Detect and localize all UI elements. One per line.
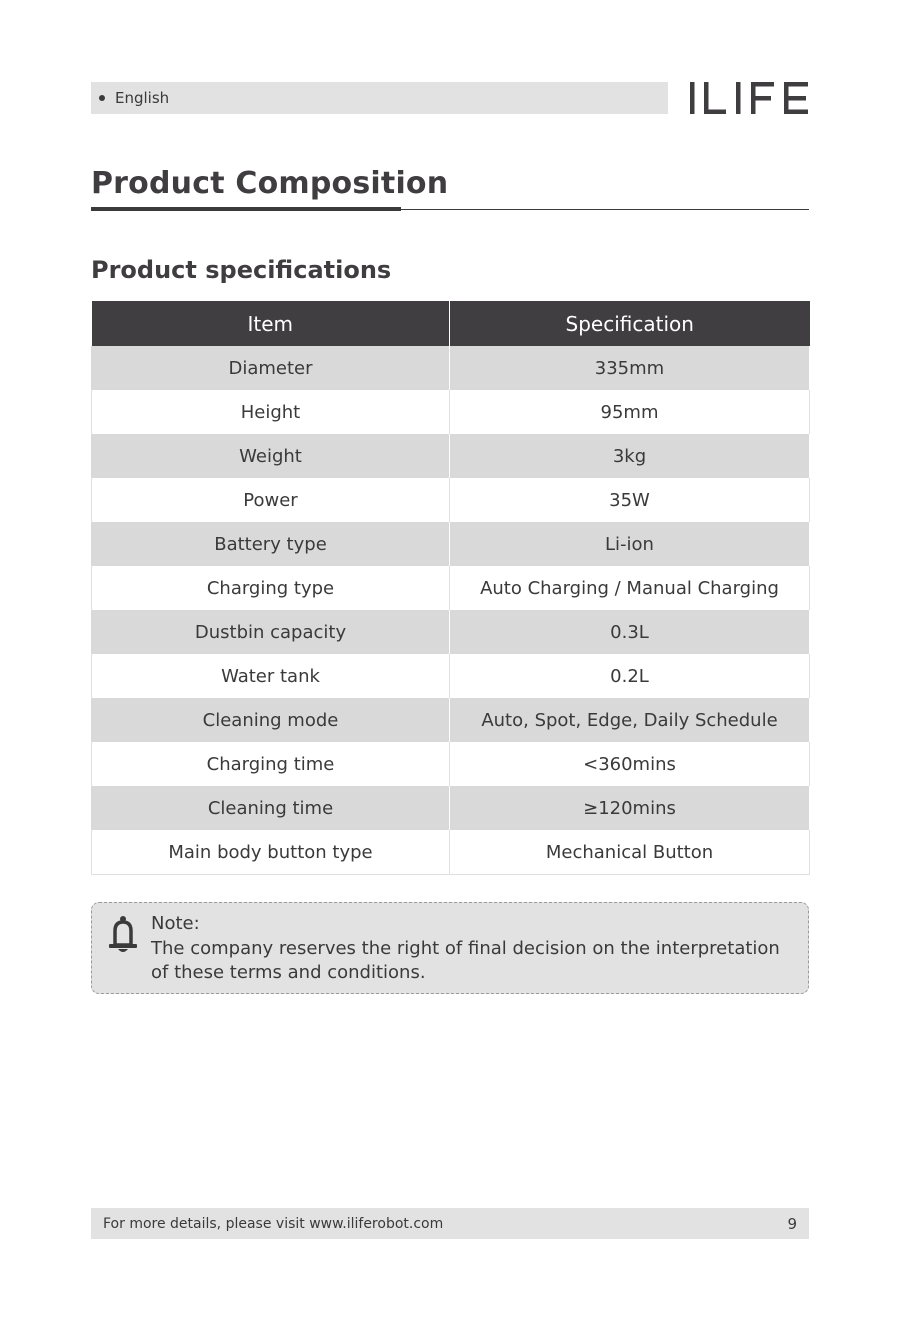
item-cell: Height [92, 390, 450, 434]
bullet-icon [99, 95, 105, 101]
table-row [92, 610, 810, 654]
spec-cell: 95mm [450, 390, 810, 434]
item-cell: Diameter [92, 346, 450, 390]
spec-cell: Auto, Spot, Edge, Daily Schedule [450, 698, 810, 742]
spec-cell: Mechanical Button [450, 830, 810, 875]
header-specification: Specification [450, 301, 810, 346]
spec-cell: 335mm [450, 346, 810, 390]
spec-cell: 0.2L [450, 654, 810, 698]
spec-table [91, 301, 810, 875]
table-row [92, 346, 810, 390]
table-row [92, 654, 810, 698]
table-header-row [92, 301, 810, 346]
ilife-logo [688, 80, 810, 116]
item-cell: Charging type [92, 566, 450, 610]
item-cell: Weight [92, 434, 450, 478]
section-title: Product Composition [91, 166, 449, 201]
table-row [92, 566, 810, 610]
table-row [92, 742, 810, 786]
table-row [92, 522, 810, 566]
spec-cell: 35W [450, 478, 810, 522]
footer-text: For more details, please visit www.iliferobot.com [103, 1215, 444, 1232]
table-row [92, 830, 810, 875]
table-row [92, 434, 810, 478]
table-row [92, 698, 810, 742]
spec-cell: <360mins [450, 742, 810, 786]
language-label: English [115, 89, 170, 107]
item-cell: Power [92, 478, 450, 522]
item-cell: Dustbin capacity [92, 610, 450, 654]
item-cell: Battery type [92, 522, 450, 566]
footer-bar [91, 1208, 809, 1239]
note-text: The company reserves the right of final decision on the interpretation of these terms and conditions. [151, 938, 780, 983]
spec-cell: 0.3L [450, 610, 810, 654]
bell-icon [106, 915, 140, 955]
table-row [92, 478, 810, 522]
spec-cell: Li-ion [450, 522, 810, 566]
spec-cell: ≥120mins [450, 786, 810, 830]
table-row [92, 786, 810, 830]
item-cell: Main body button type [92, 830, 450, 875]
title-underline [91, 207, 401, 211]
language-bar [91, 82, 668, 114]
page-number: 9 [787, 1214, 797, 1233]
spec-cell: Auto Charging / Manual Charging [450, 566, 810, 610]
spec-cell: 3kg [450, 434, 810, 478]
header-item: Item [92, 301, 450, 346]
item-cell: Cleaning mode [92, 698, 450, 742]
item-cell: Cleaning time [92, 786, 450, 830]
note-box [91, 902, 809, 994]
item-cell: Charging time [92, 742, 450, 786]
subsection-title: Product specifications [91, 256, 392, 284]
table-row [92, 390, 810, 434]
item-cell: Water tank [92, 654, 450, 698]
note-heading: Note: [151, 913, 200, 934]
